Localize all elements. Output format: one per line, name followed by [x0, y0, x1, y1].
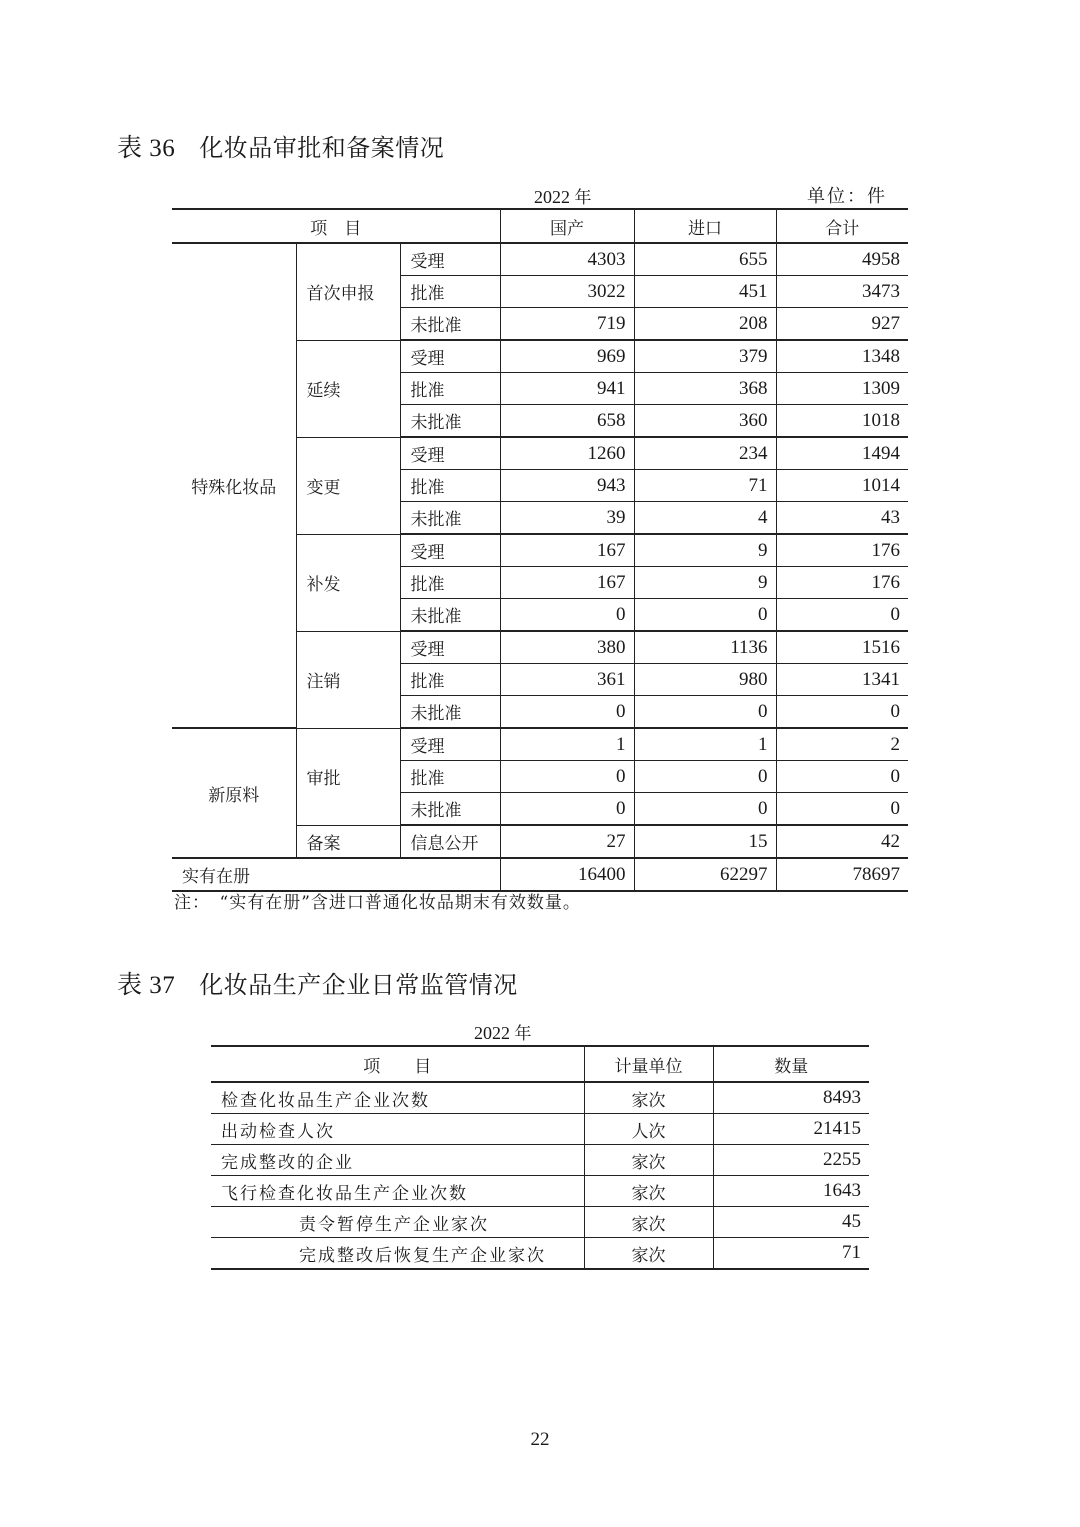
domestic-value: 4303: [500, 243, 634, 276]
total-value: 1018: [776, 405, 908, 438]
domestic-value: 0: [500, 696, 634, 729]
domestic-value: 27: [500, 825, 634, 858]
table37-title: [117, 965, 518, 1001]
header-item: 项 目: [172, 209, 500, 243]
domestic-value: 167: [500, 534, 634, 567]
imported-value: 0: [634, 696, 776, 729]
row-label: 批准: [400, 373, 500, 405]
imported-value: 9: [634, 534, 776, 567]
header-unit: 计量单位: [584, 1046, 713, 1082]
unit-cell: 家次: [584, 1176, 713, 1207]
table36-year-suffix: 年: [574, 188, 592, 208]
unit-cell: 人次: [584, 1114, 713, 1145]
unit-cell: 家次: [584, 1145, 713, 1176]
imported-value: 9: [634, 567, 776, 599]
row-label: 受理: [400, 534, 500, 567]
total-value: 0: [776, 761, 908, 793]
total-value: 1348: [776, 340, 908, 373]
quantity-cell: 45: [713, 1207, 869, 1238]
row-label: 未批准: [400, 502, 500, 535]
row-label: 批准: [400, 567, 500, 599]
quantity-cell: 21415: [713, 1114, 869, 1145]
imported-value: 0: [634, 599, 776, 632]
total-row: [172, 858, 908, 891]
table36-year: 2022: [534, 187, 570, 207]
imported-value: 0: [634, 793, 776, 826]
total-value: 176: [776, 534, 908, 567]
table36-note: 注： “实有在册”含进口普通化妆品期末有效数量。: [174, 893, 581, 913]
domestic-value: 3022: [500, 276, 634, 308]
domestic-value: 380: [500, 631, 634, 664]
table-row: [172, 728, 908, 761]
table-row: [211, 1114, 869, 1145]
total-value: 1309: [776, 373, 908, 405]
domestic-value: 167: [500, 567, 634, 599]
row-label: 受理: [400, 631, 500, 664]
group-cell: 注销: [296, 631, 400, 728]
row-label: 批准: [400, 276, 500, 308]
unit-cell: 家次: [584, 1238, 713, 1270]
total-row-label: 实有在册: [172, 858, 500, 891]
domestic-value: 1: [500, 728, 634, 761]
header-imported: 进口: [634, 209, 776, 243]
row-label: 受理: [400, 340, 500, 373]
imported-value: 234: [634, 437, 776, 470]
imported-value: 208: [634, 308, 776, 341]
unit-cell: 家次: [584, 1207, 713, 1238]
imported-value: 1: [634, 728, 776, 761]
row-label: 未批准: [400, 599, 500, 632]
unit-cell: 家次: [584, 1082, 713, 1114]
domestic-value: 719: [500, 308, 634, 341]
row-label: 批准: [400, 470, 500, 502]
quantity-cell: 71: [713, 1238, 869, 1270]
total-value: 927: [776, 308, 908, 341]
total-domestic: 16400: [500, 858, 634, 891]
row-label: 受理: [400, 728, 500, 761]
page-number: 22: [530, 1429, 550, 1450]
table37-year-suffix: 年: [514, 1024, 532, 1044]
row-label: 批准: [400, 761, 500, 793]
row-label: 未批准: [400, 308, 500, 341]
table36: [172, 208, 908, 892]
header-item: 项 目: [211, 1046, 584, 1082]
domestic-value: 658: [500, 405, 634, 438]
domestic-value: 0: [500, 793, 634, 826]
total-value: 1014: [776, 470, 908, 502]
item-cell: 责令暂停生产企业家次: [211, 1207, 584, 1238]
table37-year: 2022: [474, 1023, 510, 1043]
header-domestic: 国产: [500, 209, 634, 243]
header-quantity: 数量: [713, 1046, 869, 1082]
total-total: 78697: [776, 858, 908, 891]
item-cell: 检查化妆品生产企业次数: [211, 1082, 584, 1114]
total-value: 1341: [776, 664, 908, 696]
total-value: 0: [776, 696, 908, 729]
table37-year-caption: [474, 1019, 532, 1044]
header-total: 合计: [776, 209, 908, 243]
group-cell: 变更: [296, 437, 400, 534]
domestic-value: 943: [500, 470, 634, 502]
group-cell: 审批: [296, 728, 400, 825]
imported-value: 71: [634, 470, 776, 502]
total-value: 2: [776, 728, 908, 761]
item-cell: 完成整改后恢复生产企业家次: [211, 1238, 584, 1270]
group-cell: 备案: [296, 825, 400, 858]
imported-value: 451: [634, 276, 776, 308]
item-cell: 出动检查人次: [211, 1114, 584, 1145]
table37-title-text: 化妆品生产企业日常监管情况: [199, 971, 518, 999]
table36-unit: 单位：件: [807, 186, 887, 207]
table-row: [211, 1082, 869, 1114]
domestic-value: 0: [500, 761, 634, 793]
table36-title-text: 化妆品审批和备案情况: [199, 134, 445, 162]
total-value: 4958: [776, 243, 908, 276]
table37: [211, 1045, 869, 1270]
table37-label: 表 37: [117, 972, 176, 999]
total-value: 43: [776, 502, 908, 535]
row-label: 受理: [400, 243, 500, 276]
row-label: 批准: [400, 664, 500, 696]
row-label: 未批准: [400, 405, 500, 438]
domestic-value: 361: [500, 664, 634, 696]
total-value: 3473: [776, 276, 908, 308]
quantity-cell: 2255: [713, 1145, 869, 1176]
imported-value: 1136: [634, 631, 776, 664]
table36-header-row: [172, 209, 908, 243]
category-cell: 新原料: [172, 728, 296, 858]
group-cell: 补发: [296, 534, 400, 631]
total-value: 42: [776, 825, 908, 858]
table-row: [211, 1238, 869, 1270]
imported-value: 368: [634, 373, 776, 405]
domestic-value: 969: [500, 340, 634, 373]
domestic-value: 0: [500, 599, 634, 632]
imported-value: 0: [634, 761, 776, 793]
total-value: 1516: [776, 631, 908, 664]
total-value: 0: [776, 793, 908, 826]
row-label: 未批准: [400, 696, 500, 729]
table-row: [211, 1176, 869, 1207]
item-cell: 飞行检查化妆品生产企业次数: [211, 1176, 584, 1207]
domestic-value: 39: [500, 502, 634, 535]
total-value: 176: [776, 567, 908, 599]
group-cell: 延续: [296, 340, 400, 437]
table-row: [172, 243, 908, 276]
domestic-value: 941: [500, 373, 634, 405]
imported-value: 980: [634, 664, 776, 696]
table37-header-row: [211, 1046, 869, 1082]
imported-value: 360: [634, 405, 776, 438]
total-value: 0: [776, 599, 908, 632]
imported-value: 15: [634, 825, 776, 858]
quantity-cell: 1643: [713, 1176, 869, 1207]
quantity-cell: 8493: [713, 1082, 869, 1114]
table36-label: 表 36: [117, 135, 176, 162]
row-label: 受理: [400, 437, 500, 470]
total-imported: 62297: [634, 858, 776, 891]
row-label: 信息公开: [400, 825, 500, 858]
imported-value: 4: [634, 502, 776, 535]
table36-year-caption: [534, 183, 592, 208]
imported-value: 655: [634, 243, 776, 276]
category-cell: 特殊化妆品: [172, 243, 296, 728]
imported-value: 379: [634, 340, 776, 373]
table-row: [211, 1145, 869, 1176]
domestic-value: 1260: [500, 437, 634, 470]
item-cell: 完成整改的企业: [211, 1145, 584, 1176]
total-value: 1494: [776, 437, 908, 470]
table36-title: [117, 128, 444, 164]
group-cell: 首次申报: [296, 243, 400, 340]
table-row: [211, 1207, 869, 1238]
row-label: 未批准: [400, 793, 500, 826]
